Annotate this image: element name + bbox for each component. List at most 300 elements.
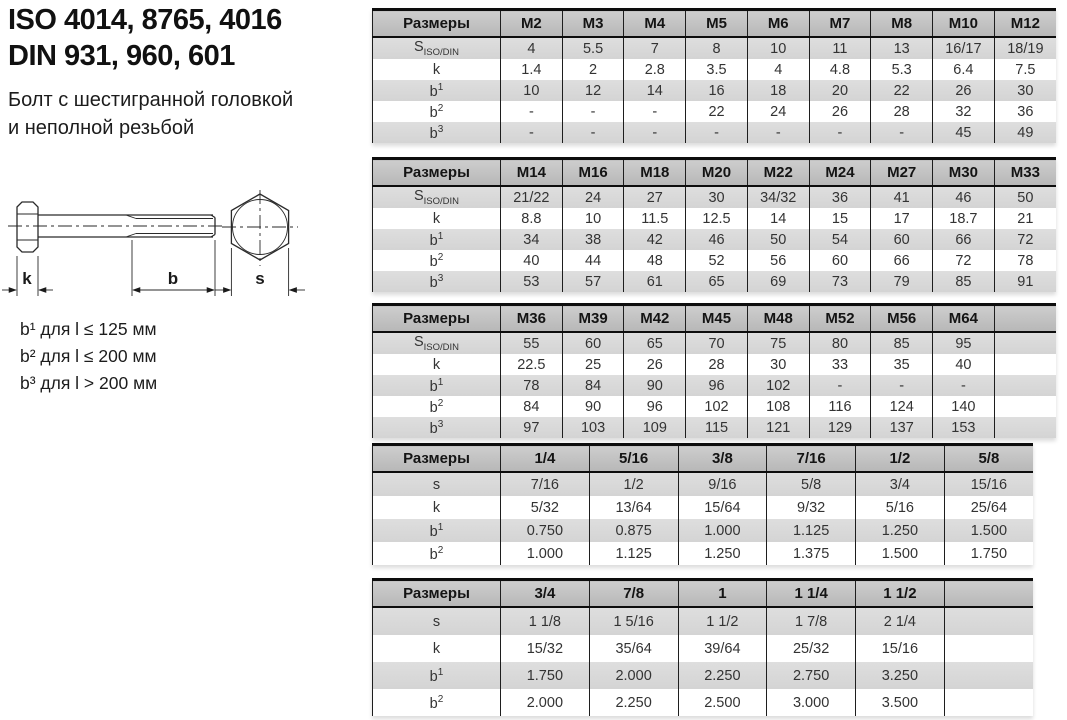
table-cell: 8 — [686, 37, 748, 59]
table-cell: 1.000 — [501, 542, 590, 565]
table-cell: 26 — [933, 80, 995, 101]
table-cell: 46 — [686, 229, 748, 250]
row-label: k — [373, 208, 501, 229]
table-cell: 1.750 — [501, 662, 590, 689]
table-cell: 65 — [686, 271, 748, 292]
table-cell: 14 — [747, 208, 809, 229]
table-cell: 12.5 — [686, 208, 748, 229]
size-column-header: 1/4 — [501, 445, 590, 473]
table-cell: 3.5 — [686, 59, 748, 80]
table-cell: - — [871, 375, 933, 396]
dim-label-b: b — [167, 269, 179, 288]
table-row — [373, 689, 1034, 716]
size-column-header: M18 — [624, 159, 686, 187]
table-cell: 2.000 — [589, 662, 678, 689]
table-cell: 15/64 — [678, 496, 767, 519]
table-corner-label: Размеры — [373, 305, 501, 333]
table-cell: - — [562, 101, 624, 122]
table-cell: 49 — [994, 122, 1056, 143]
table-cell: 102 — [747, 375, 809, 396]
table-cell: 1.4 — [501, 59, 563, 80]
table-row — [373, 472, 1034, 496]
size-column-header: 7/16 — [767, 445, 856, 473]
table-cell: - — [501, 122, 563, 143]
table-cell: 0.750 — [501, 519, 590, 542]
bolt-end-view — [222, 190, 298, 266]
table-cell: 5/32 — [501, 496, 590, 519]
table-cell: 18 — [747, 80, 809, 101]
table-cell: 2.750 — [767, 662, 856, 689]
table-cell: 4 — [501, 37, 563, 59]
table-cell: 96 — [686, 375, 748, 396]
table-cell: 109 — [624, 417, 686, 438]
table-cell: 17 — [871, 208, 933, 229]
table-cell: 2.500 — [678, 689, 767, 716]
table-row — [373, 122, 1057, 143]
size-column-header: M2 — [501, 10, 563, 38]
table-row — [373, 101, 1057, 122]
table-cell: 2 — [562, 59, 624, 80]
bolt-side-view — [8, 202, 226, 252]
table-cell: 115 — [686, 417, 748, 438]
table-cell: 1.250 — [678, 542, 767, 565]
row-label: $b^2$ — [373, 689, 501, 716]
table-cell: - — [809, 375, 871, 396]
table-cell: 85 — [871, 332, 933, 354]
table-cell: 1.750 — [944, 542, 1033, 565]
table-row — [373, 519, 1034, 542]
table-cell: 35/64 — [589, 635, 678, 662]
table-cell: 95 — [933, 332, 995, 354]
empty-column-header — [944, 580, 1033, 608]
table-cell: 12 — [562, 80, 624, 101]
table-cell: 38 — [562, 229, 624, 250]
table-row — [373, 607, 1034, 635]
table-cell: 153 — [933, 417, 995, 438]
product-description-line1: Болт с шестигранной головкой — [8, 89, 294, 111]
table-cell: 1.125 — [589, 542, 678, 565]
product-description-line2: и неполной резьбой — [8, 117, 195, 139]
table-cell: - — [933, 375, 995, 396]
table-cell: 21/22 — [501, 186, 563, 208]
table-cell: 18/19 — [994, 37, 1056, 59]
table-cell: 15/16 — [944, 472, 1033, 496]
dim-label-s: s — [255, 269, 265, 288]
table-cell: 13 — [871, 37, 933, 59]
table-cell — [994, 354, 1056, 375]
table-cell: 24 — [747, 101, 809, 122]
table-row — [373, 375, 1057, 396]
footnote-b3: b³ для l > 200 мм — [20, 373, 158, 393]
size-column-header: M8 — [871, 10, 933, 38]
table-cell: 34 — [501, 229, 563, 250]
size-column-header: M33 — [994, 159, 1056, 187]
table-row — [373, 332, 1057, 354]
table-cell: 5.5 — [562, 37, 624, 59]
size-column-header: M20 — [686, 159, 748, 187]
size-column-header: M48 — [747, 305, 809, 333]
table-cell — [944, 662, 1033, 689]
table-cell: 78 — [501, 375, 563, 396]
table-cell: 78 — [994, 250, 1056, 271]
table-cell — [944, 635, 1033, 662]
table-header-row — [373, 305, 1057, 333]
table-cell: 34/32 — [747, 186, 809, 208]
table-cell: 25 — [562, 354, 624, 375]
table-cell: 66 — [933, 229, 995, 250]
size-column-header: M22 — [747, 159, 809, 187]
table-cell: 75 — [747, 332, 809, 354]
table-cell: 2.000 — [501, 689, 590, 716]
dimension-table-inch-quarter-58 — [372, 443, 1033, 565]
row-label: k — [373, 635, 501, 662]
table-cell: 1 1/2 — [678, 607, 767, 635]
row-label: $b^2$ — [373, 396, 501, 417]
table-corner-label: Размеры — [373, 159, 501, 187]
table-cell: - — [686, 122, 748, 143]
table-cell: 1.000 — [678, 519, 767, 542]
table-cell: 84 — [501, 396, 563, 417]
dim-label-k: k — [22, 269, 32, 288]
table-cell: - — [624, 122, 686, 143]
table-cell: 10 — [562, 208, 624, 229]
table-cell: 22 — [686, 101, 748, 122]
table-cell: 22 — [871, 80, 933, 101]
dimension-table-metric-m36-m64 — [372, 303, 1056, 438]
table-cell: 35 — [871, 354, 933, 375]
table-cell: 137 — [871, 417, 933, 438]
table-cell: 2.250 — [678, 662, 767, 689]
table-row — [373, 417, 1057, 438]
table-cell: 9/32 — [767, 496, 856, 519]
dimension-table-metric-m14-m33 — [372, 157, 1056, 292]
table-cell: 44 — [562, 250, 624, 271]
table-row — [373, 542, 1034, 565]
table-row — [373, 271, 1057, 292]
size-column-header: 7/8 — [589, 580, 678, 608]
table-cell: 56 — [747, 250, 809, 271]
size-column-header: 3/8 — [678, 445, 767, 473]
table-cell: 11.5 — [624, 208, 686, 229]
table-cell: 90 — [562, 396, 624, 417]
size-column-header: 3/4 — [501, 580, 590, 608]
table-cell: 36 — [994, 101, 1056, 122]
row-label: k — [373, 354, 501, 375]
table-cell: 60 — [871, 229, 933, 250]
table-row — [373, 635, 1034, 662]
table-cell: 20 — [809, 80, 871, 101]
table-cell: 33 — [809, 354, 871, 375]
footnote-b2: b² для l ≤ 200 мм — [20, 346, 157, 366]
dimension-table-metric-m2-m12 — [372, 8, 1056, 143]
size-column-header: M42 — [624, 305, 686, 333]
table-cell: 57 — [562, 271, 624, 292]
table-cell: - — [871, 122, 933, 143]
table-cell: 30 — [747, 354, 809, 375]
table-cell: 30 — [686, 186, 748, 208]
table-cell: 30 — [994, 80, 1056, 101]
table-cell: 5.3 — [871, 59, 933, 80]
table-cell: 15 — [809, 208, 871, 229]
table-cell: 2 1/4 — [856, 607, 945, 635]
table-cell: 3/4 — [856, 472, 945, 496]
size-column-header: M39 — [562, 305, 624, 333]
table-cell: 16 — [686, 80, 748, 101]
table-cell: 8.8 — [501, 208, 563, 229]
table-cell: 4.8 — [809, 59, 871, 80]
table-cell: 0.875 — [589, 519, 678, 542]
table-cell: 60 — [562, 332, 624, 354]
table-cell: 5/8 — [767, 472, 856, 496]
table-cell: 9/16 — [678, 472, 767, 496]
size-column-header: M10 — [933, 10, 995, 38]
product-description — [8, 86, 293, 142]
table-cell: 79 — [871, 271, 933, 292]
table-cell: 103 — [562, 417, 624, 438]
table-row — [373, 662, 1034, 689]
table-cell: 45 — [933, 122, 995, 143]
table-cell: 140 — [933, 396, 995, 417]
dimension-table-inch-34-112 — [372, 578, 1033, 716]
table-cell: 46 — [933, 186, 995, 208]
table-row — [373, 208, 1057, 229]
table-row — [373, 80, 1057, 101]
size-column-header: M52 — [809, 305, 871, 333]
table-cell: 11 — [809, 37, 871, 59]
table-cell: 121 — [747, 417, 809, 438]
table-cell — [944, 689, 1033, 716]
table-cell: 48 — [624, 250, 686, 271]
table-cell: 116 — [809, 396, 871, 417]
table-cell: 15/16 — [856, 635, 945, 662]
table-cell: 24 — [562, 186, 624, 208]
table-cell — [994, 396, 1056, 417]
bolt-technical-drawing — [0, 190, 320, 325]
row-label: s — [373, 472, 501, 496]
row-label: $b^3$ — [373, 271, 501, 292]
row-label: $b^2$ — [373, 542, 501, 565]
size-column-header: M36 — [501, 305, 563, 333]
row-label: $b^3$ — [373, 122, 501, 143]
din-standards-title: DIN 931, 960, 601 — [8, 40, 235, 72]
table-row — [373, 186, 1057, 208]
size-column-header: M5 — [686, 10, 748, 38]
table-header-row — [373, 580, 1034, 608]
table-cell: 10 — [501, 80, 563, 101]
table-cell: 61 — [624, 271, 686, 292]
table-cell — [944, 607, 1033, 635]
table-cell — [994, 332, 1056, 354]
dimension-table — [372, 157, 1056, 292]
table-cell: 21 — [994, 208, 1056, 229]
table-cell: 1.500 — [944, 519, 1033, 542]
table-cell: 15/32 — [501, 635, 590, 662]
size-column-header: M7 — [809, 10, 871, 38]
table-cell: 22.5 — [501, 354, 563, 375]
table-cell: 40 — [933, 354, 995, 375]
table-cell: 60 — [809, 250, 871, 271]
table-cell: 1.125 — [767, 519, 856, 542]
table-cell: 40 — [501, 250, 563, 271]
table-cell: 3.500 — [856, 689, 945, 716]
table-cell: 91 — [994, 271, 1056, 292]
row-label: $b^2$ — [373, 250, 501, 271]
table-cell: 25/64 — [944, 496, 1033, 519]
table-cell: - — [501, 101, 563, 122]
table-cell: 42 — [624, 229, 686, 250]
row-label: $b^1$ — [373, 375, 501, 396]
row-label: $b^1$ — [373, 229, 501, 250]
iso-standards-title: ISO 4014, 8765, 4016 — [8, 4, 282, 36]
table-cell: 13/64 — [589, 496, 678, 519]
table-cell: - — [624, 101, 686, 122]
row-label: s — [373, 607, 501, 635]
dimension-table — [372, 8, 1056, 143]
size-column-header: 1 1/2 — [856, 580, 945, 608]
size-column-header: 1 1/4 — [767, 580, 856, 608]
table-corner-label: Размеры — [373, 445, 501, 473]
table-cell: 16/17 — [933, 37, 995, 59]
table-row — [373, 354, 1057, 375]
table-cell: 50 — [747, 229, 809, 250]
table-cell: 1.375 — [767, 542, 856, 565]
empty-column-header — [994, 305, 1056, 333]
table-cell: 102 — [686, 396, 748, 417]
table-cell: 90 — [624, 375, 686, 396]
row-label: $b^1$ — [373, 80, 501, 101]
row-label: $b^3$ — [373, 417, 501, 438]
table-cell: 1/2 — [589, 472, 678, 496]
size-column-header: M12 — [994, 10, 1056, 38]
table-cell: 97 — [501, 417, 563, 438]
table-cell: 66 — [871, 250, 933, 271]
row-label: $b^1$ — [373, 519, 501, 542]
table-cell: 50 — [994, 186, 1056, 208]
table-cell: 1.250 — [856, 519, 945, 542]
table-cell: 7/16 — [501, 472, 590, 496]
table-row — [373, 229, 1057, 250]
table-cell: 69 — [747, 271, 809, 292]
table-cell: 1 1/8 — [501, 607, 590, 635]
table-cell: 124 — [871, 396, 933, 417]
table-cell: 28 — [871, 101, 933, 122]
table-cell: 36 — [809, 186, 871, 208]
dimension-table — [372, 443, 1033, 565]
table-cell: 53 — [501, 271, 563, 292]
table-corner-label: Размеры — [373, 10, 501, 38]
table-cell: 129 — [809, 417, 871, 438]
table-cell: 73 — [809, 271, 871, 292]
table-cell: 1.500 — [856, 542, 945, 565]
table-cell: 84 — [562, 375, 624, 396]
table-cell: 1 5/16 — [589, 607, 678, 635]
table-cell: 2.8 — [624, 59, 686, 80]
table-cell: 25/32 — [767, 635, 856, 662]
footnote-b1: b¹ для l ≤ 125 мм — [20, 319, 157, 339]
table-cell: 18.7 — [933, 208, 995, 229]
table-header-row — [373, 10, 1057, 38]
table-cell: 32 — [933, 101, 995, 122]
table-corner-label: Размеры — [373, 580, 501, 608]
table-cell: 54 — [809, 229, 871, 250]
table-cell: 65 — [624, 332, 686, 354]
size-column-header: M30 — [933, 159, 995, 187]
size-column-header: 5/8 — [944, 445, 1033, 473]
table-cell — [994, 375, 1056, 396]
table-cell: 52 — [686, 250, 748, 271]
table-cell: 55 — [501, 332, 563, 354]
footnotes-block — [20, 316, 157, 397]
table-cell: 96 — [624, 396, 686, 417]
table-cell: 39/64 — [678, 635, 767, 662]
table-cell: 72 — [933, 250, 995, 271]
table-cell: 26 — [624, 354, 686, 375]
standards-title-block — [8, 2, 282, 74]
row-label: $S_{ISO/DIN}$ — [373, 332, 501, 354]
size-column-header: M14 — [501, 159, 563, 187]
row-label: $b^1$ — [373, 662, 501, 689]
table-header-row — [373, 159, 1057, 187]
table-cell — [994, 417, 1056, 438]
table-row — [373, 59, 1057, 80]
row-label: $S_{ISO/DIN}$ — [373, 37, 501, 59]
table-row — [373, 250, 1057, 271]
table-cell: 4 — [747, 59, 809, 80]
row-label: $b^2$ — [373, 101, 501, 122]
table-cell: - — [562, 122, 624, 143]
size-column-header: 1 — [678, 580, 767, 608]
size-column-header: M4 — [624, 10, 686, 38]
row-label: k — [373, 496, 501, 519]
dimension-table — [372, 578, 1033, 716]
table-cell: 3.250 — [856, 662, 945, 689]
size-column-header: M16 — [562, 159, 624, 187]
table-cell: 3.000 — [767, 689, 856, 716]
size-column-header: M64 — [933, 305, 995, 333]
dimension-s — [215, 248, 305, 296]
table-cell: 2.250 — [589, 689, 678, 716]
table-cell: 26 — [809, 101, 871, 122]
size-column-header: M24 — [809, 159, 871, 187]
table-cell: 14 — [624, 80, 686, 101]
table-cell: 7 — [624, 37, 686, 59]
size-column-header: M45 — [686, 305, 748, 333]
table-cell: 41 — [871, 186, 933, 208]
row-label: $S_{ISO/DIN}$ — [373, 186, 501, 208]
table-header-row — [373, 445, 1034, 473]
table-row — [373, 37, 1057, 59]
table-cell: - — [809, 122, 871, 143]
table-cell: 70 — [686, 332, 748, 354]
table-row — [373, 396, 1057, 417]
table-cell: 72 — [994, 229, 1056, 250]
table-cell: 5/16 — [856, 496, 945, 519]
size-column-header: M27 — [871, 159, 933, 187]
table-cell: 108 — [747, 396, 809, 417]
table-cell: - — [747, 122, 809, 143]
size-column-header: 1/2 — [856, 445, 945, 473]
table-cell: 6.4 — [933, 59, 995, 80]
table-cell: 10 — [747, 37, 809, 59]
table-cell: 7.5 — [994, 59, 1056, 80]
table-cell: 27 — [624, 186, 686, 208]
table-cell: 1 7/8 — [767, 607, 856, 635]
table-row — [373, 496, 1034, 519]
row-label: k — [373, 59, 501, 80]
size-column-header: M56 — [871, 305, 933, 333]
size-column-header: 5/16 — [589, 445, 678, 473]
dimension-table — [372, 303, 1056, 438]
